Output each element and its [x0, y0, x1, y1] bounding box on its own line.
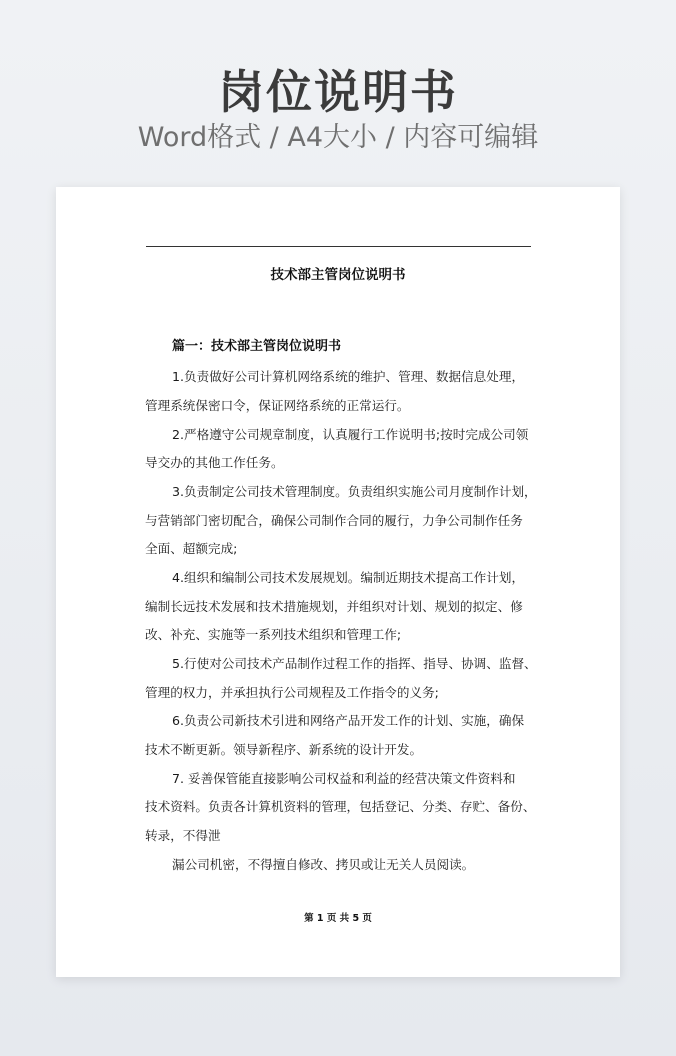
header-rule	[146, 246, 531, 247]
banner-subtitle: Word格式 / A4大小 / 内容可编辑	[137, 122, 539, 153]
body-line: 技术资料。负责各计算机资料的管理，包括登记、分类、存贮、备份、	[145, 799, 536, 814]
body-line: 全面、超额完成;	[145, 541, 238, 556]
body-line: 转录，不得泄	[145, 828, 221, 843]
body-line: 3.负责制定公司技术管理制度。负责组织实施公司月度制作计划，	[172, 484, 537, 499]
banner-title: 岗位说明书	[218, 65, 458, 119]
body-line: 技术不断更新。领导新程序、新系统的设计开发。	[145, 742, 423, 757]
body-line: 管理系统保密口令，保证网络系统的正常运行。	[145, 398, 410, 413]
document-title: 技术部主管岗位说明书	[270, 267, 406, 283]
body-line: 漏公司机密，不得擅自修改、拷贝或让无关人员阅读。	[172, 857, 475, 872]
body-line: 与营销部门密切配合，确保公司制作合同的履行，力争公司制作任务	[145, 513, 523, 528]
body-line: 1.负责做好公司计算机网络系统的维护、管理、数据信息处理，	[172, 369, 525, 384]
body-line: 编制长远技术发展和技术措施规划，并组织对计划、规划的拟定、修	[145, 599, 523, 614]
body-line: 4.组织和编制公司技术发展规划。编制近期技术提高工作计划，	[172, 570, 525, 585]
body-line: 导交办的其他工作任务。	[145, 455, 284, 470]
page-footer: 第 1 页 共 5 页	[304, 913, 372, 924]
body-line: 7. 妥善保管能直接影响公司权益和利益的经营决策文件资料和	[172, 771, 516, 786]
body-line: 6.负责公司新技术引进和网络产品开发工作的计划、实施，确保	[172, 713, 525, 728]
body-line: 管理的权力，并承担执行公司规程及工作指令的义务;	[145, 685, 439, 700]
body-line: 改、补充、实施等一系列技术组织和管理工作;	[145, 627, 402, 642]
body-line: 2.严格遵守公司规章制度，认真履行工作说明书;按时完成公司领	[172, 427, 529, 442]
banner	[0, 0, 676, 186]
section-heading: 篇一：技术部主管岗位说明书	[172, 339, 342, 354]
body-line: 5.行使对公司技术产品制作过程工作的指挥、指导、协调、监督、	[172, 656, 537, 671]
document-page	[56, 187, 620, 977]
